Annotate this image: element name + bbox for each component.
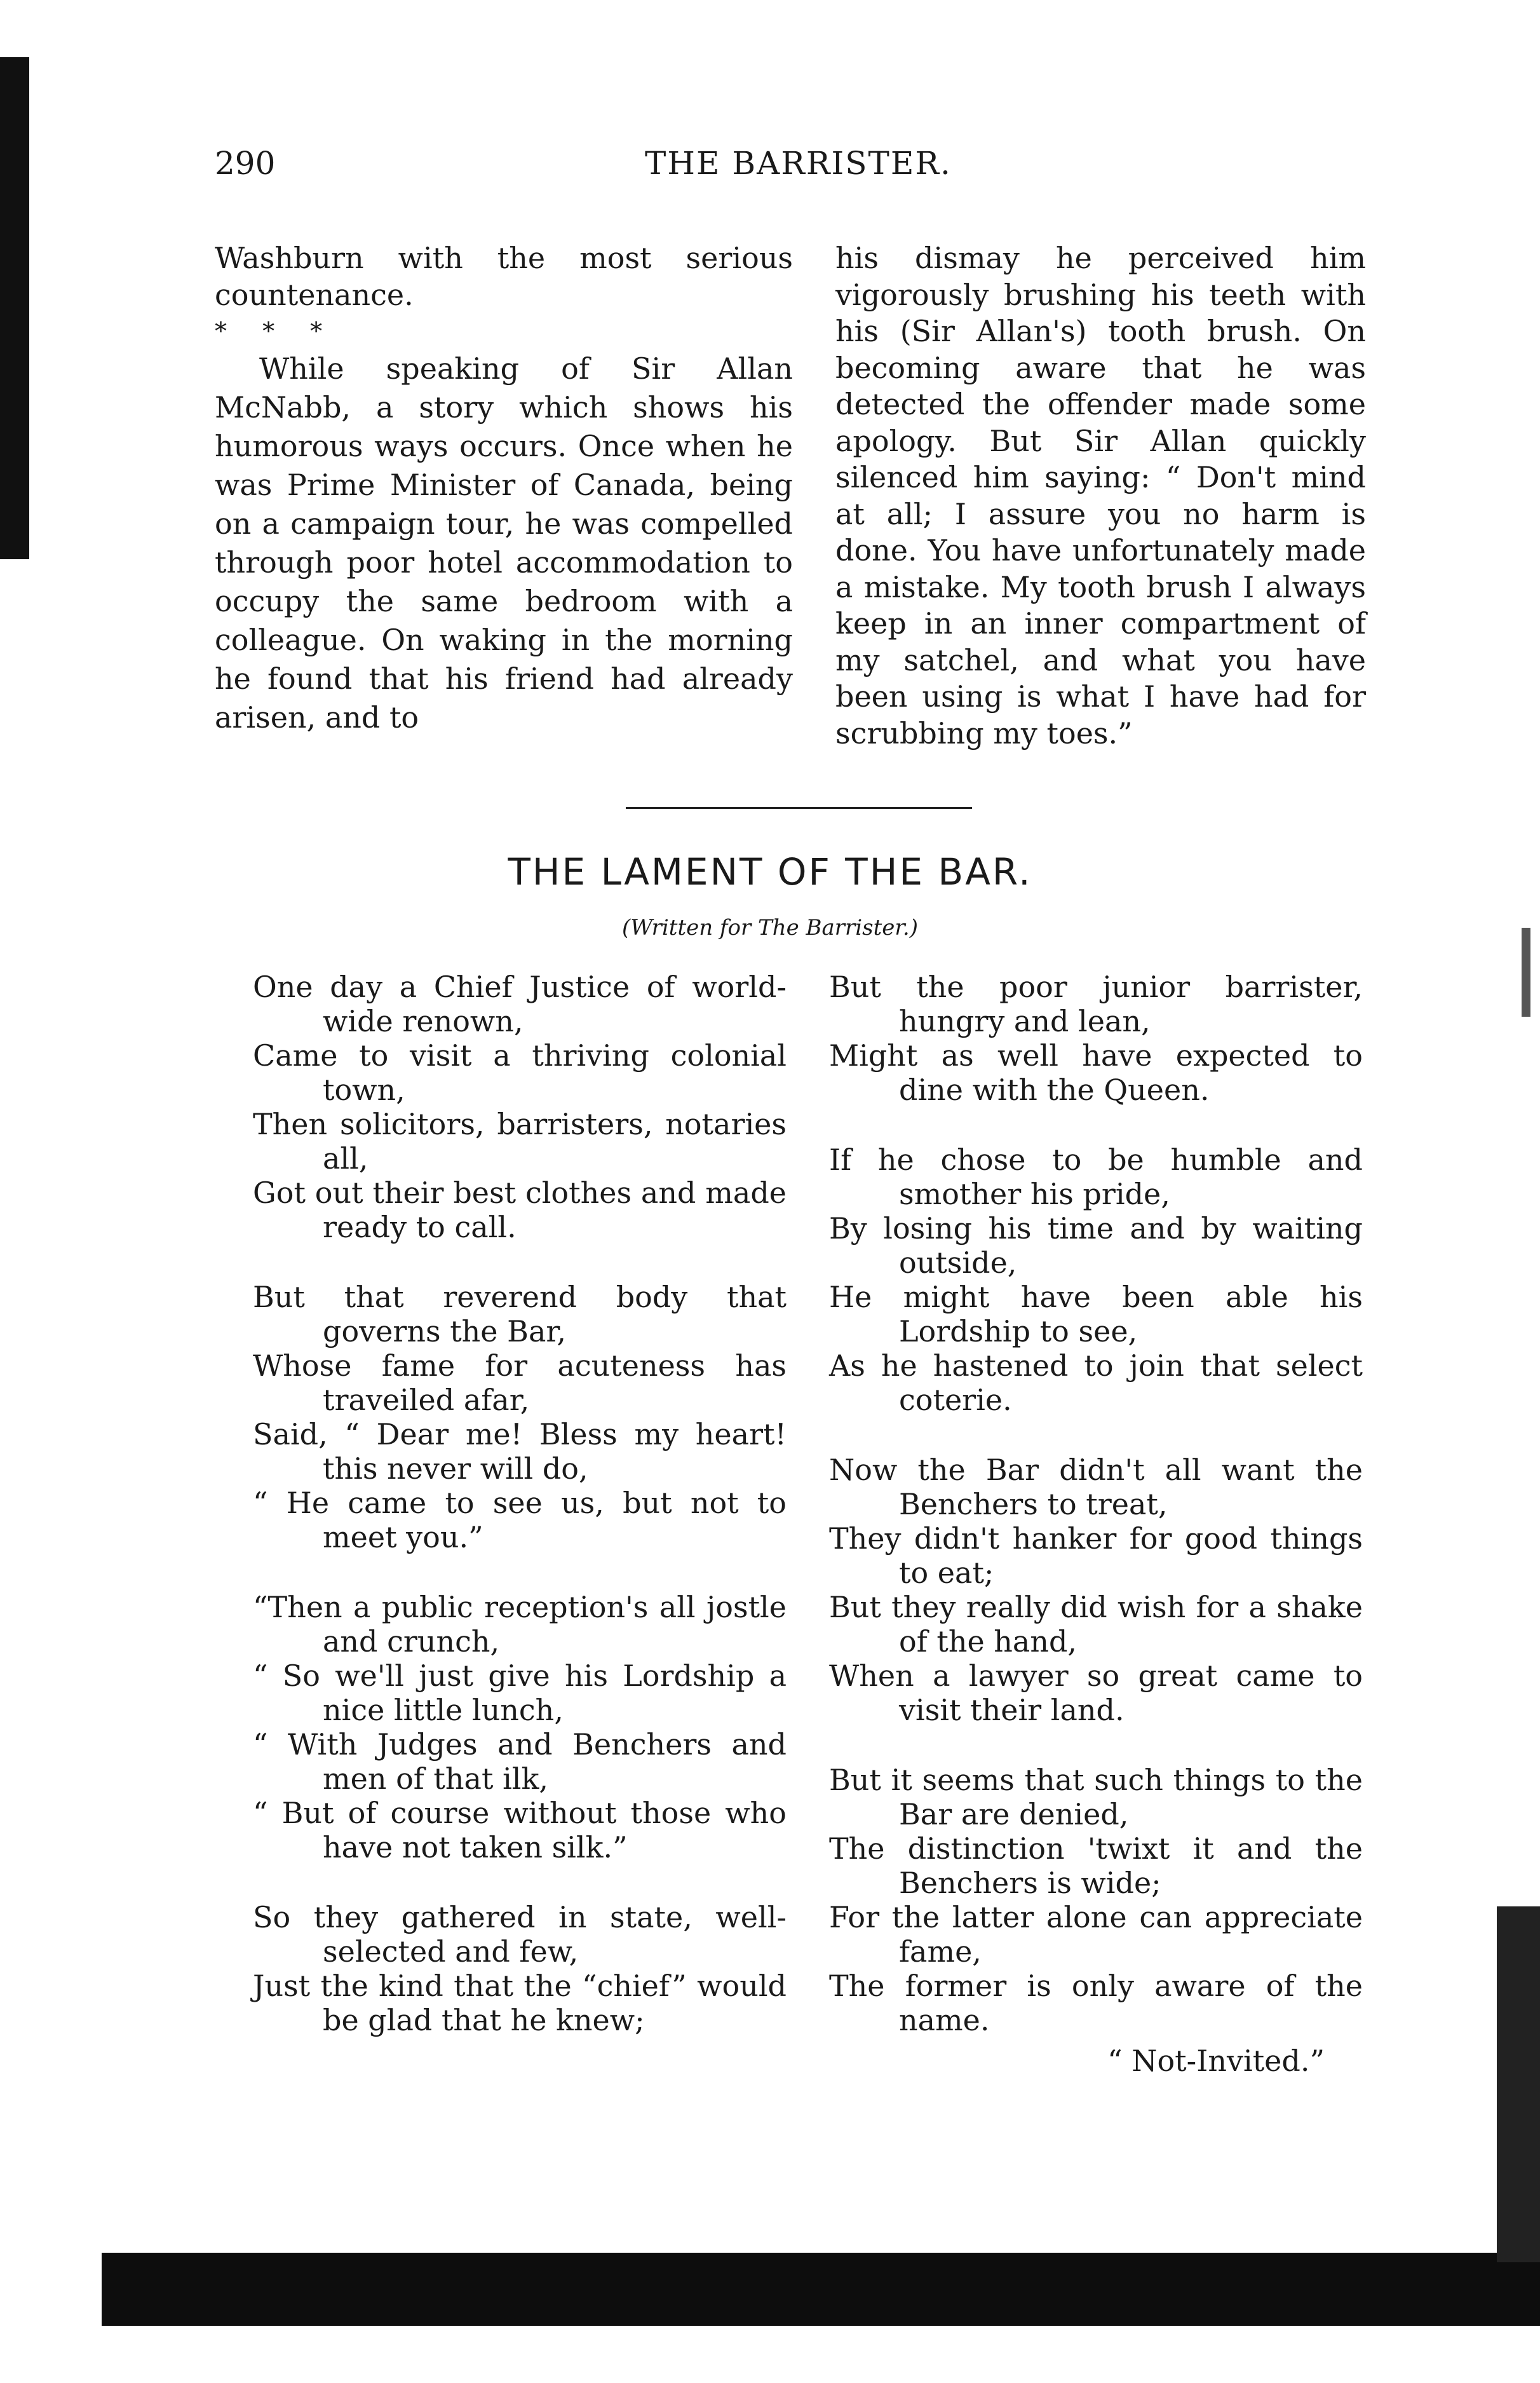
verse-line: “ So we'll just give his Lordship a nice little lunch,	[253, 1659, 787, 1727]
stanza	[829, 970, 1363, 1107]
verse-line: Might as well have expected to dine with the Queen.	[829, 1038, 1363, 1107]
divider-rule	[626, 807, 972, 809]
scan-right-edge	[1497, 1906, 1540, 2262]
running-title: THE BARRISTER.	[645, 145, 952, 182]
verse-line: Now the Bar didn't all want the Benchers to treat,	[829, 1453, 1363, 1521]
verse-line: Then solicitors, barristers, notaries all,	[253, 1107, 787, 1176]
verse-line: Said, “ Dear me! Bless my heart! this never will do,	[253, 1417, 787, 1486]
scan-bottom-band	[102, 2253, 1540, 2326]
section-separator: * * *	[215, 317, 337, 345]
verse-line: “ With Judges and Benchers and men of that ilk,	[253, 1727, 787, 1796]
verse-line: By losing his time and by waiting outside,	[829, 1211, 1363, 1280]
scan-edge-bar-lower	[1522, 928, 1530, 1017]
poem-column-right	[829, 970, 1363, 2078]
verse-line: So they gathered in state, well-selected and few,	[253, 1900, 787, 1969]
verse-line: “Then a public reception's all jostle and crunch,	[253, 1590, 787, 1659]
page-number: 290	[215, 145, 276, 182]
verse-line: The distinction 'twixt it and the Benchers is wide;	[829, 1831, 1363, 1900]
verse-line: For the latter alone can appreciate fame,	[829, 1900, 1363, 1969]
stanza	[253, 970, 787, 1244]
verse-line: “ He came to see us, but not to meet you.”	[253, 1486, 787, 1554]
stanza	[253, 1280, 787, 1554]
poem-title: THE LAMENT OF THE BAR.	[508, 850, 1032, 893]
verse-line: Whose fame for acuteness has traveiled afar,	[253, 1348, 787, 1417]
article-column-left	[215, 240, 793, 737]
verse-line: One day a Chief Justice of world-wide renown,	[253, 970, 787, 1038]
paragraph: Washburn with the most serious countenance.	[215, 241, 793, 312]
verse-line: If he chose to be humble and smother his pride,	[829, 1143, 1363, 1211]
verse-line: But they really did wish for a shake of the hand,	[829, 1590, 1363, 1659]
verse-line: Got out their best clothes and made ready to call.	[253, 1176, 787, 1244]
stanza	[829, 1453, 1363, 1727]
verse-line: “ But of course without those who have not taken silk.”	[253, 1796, 787, 1864]
stanza	[253, 1590, 787, 1864]
stanza	[829, 1763, 1363, 2037]
verse-line: They didn't hanker for good things to eat;	[829, 1521, 1363, 1590]
poem-column-left	[253, 970, 787, 2073]
stanza	[253, 1900, 787, 2037]
verse-line: The former is only aware of the name.	[829, 1969, 1363, 2037]
article-column-right	[835, 240, 1366, 752]
verse-line: Just the kind that the “chief” would be glad that he knew;	[253, 1969, 787, 2037]
poem-subtitle: (Written for The Barrister.)	[621, 915, 919, 940]
poem-signature: “ Not-Invited.”	[1107, 2044, 1325, 2078]
verse-line: But that reverend body that governs the Bar,	[253, 1280, 787, 1348]
stanza	[829, 1143, 1363, 1417]
verse-line: As he hastened to join that select coterie.	[829, 1348, 1363, 1417]
paragraph: his dismay he perceived him vigorously brushing his teeth with his (Sir Allan's) tooth brush. On becoming aware that he was detected the offender made some apology. But Sir Allan quickly silenced him saying: “ Don't mind at all; I assure you no harm is done. You have unfortunately made a mistake. My tooth brush I always keep in an inner compartment of my satchel, and what you have been using is what I have had for scrubbing my toes.”	[835, 241, 1366, 750]
paragraph: While speaking of Sir Allan McNabb, a story which shows his humorous ways occurs. Once when he was Prime Minister of Canada, being on a campaign tour, he was compelled through poor hotel accommodation to occupy the same bedroom with a colleague. On waking in the morning he found that his friend had already arisen, and to	[215, 351, 793, 735]
verse-line: When a lawyer so great came to visit their land.	[829, 1659, 1363, 1727]
scan-edge-bar	[0, 57, 29, 559]
verse-line: He might have been able his Lordship to see,	[829, 1280, 1363, 1348]
verse-line: But the poor junior barrister, hungry and lean,	[829, 970, 1363, 1038]
verse-line: Came to visit a thriving colonial town,	[253, 1038, 787, 1107]
verse-line: But it seems that such things to the Bar are denied,	[829, 1763, 1363, 1831]
